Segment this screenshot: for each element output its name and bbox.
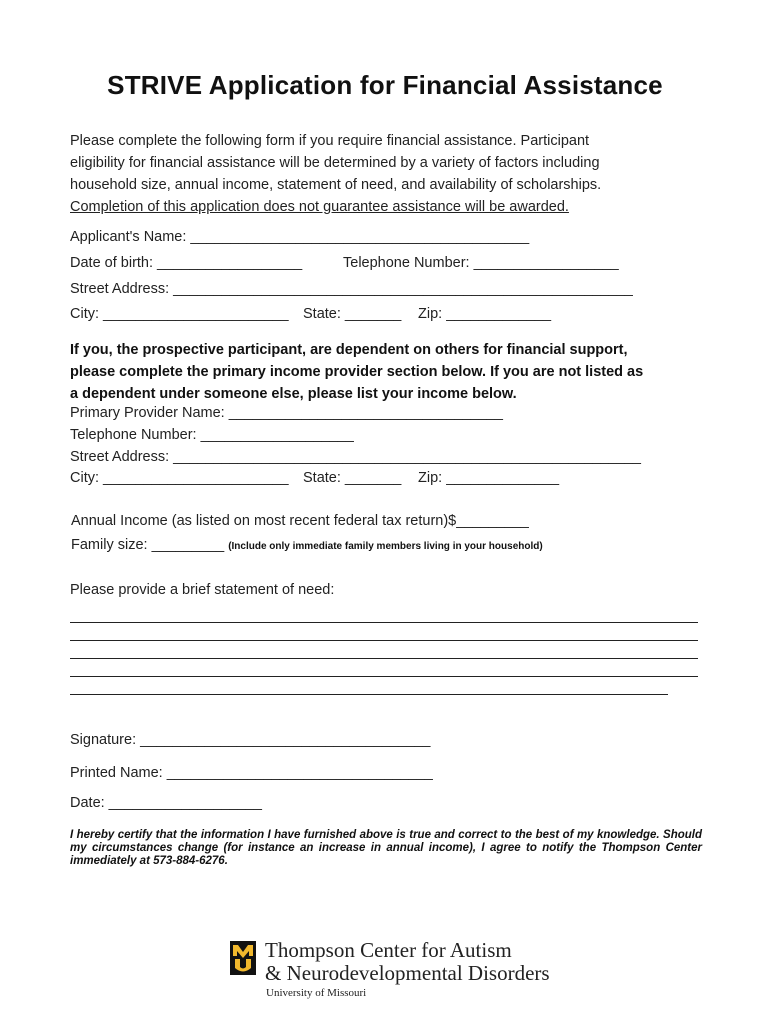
provider-street-field[interactable]: Street Address: __________________________________________________________: [70, 449, 641, 465]
printed-name-field[interactable]: Printed Name: _________________________________: [70, 765, 433, 781]
provider-name-field[interactable]: Primary Provider Name: __________________________________: [70, 405, 503, 421]
applicant-name-field[interactable]: Applicant's Name: __________________________________________: [70, 229, 530, 245]
signature-field[interactable]: Signature: ____________________________________: [70, 732, 431, 748]
intro-line-1: Please complete the following form if you require financial assistance. Participant: [70, 133, 590, 149]
dependent-notice-line-1: If you, the prospective participant, are dependent on others for financial support,: [70, 342, 628, 358]
dependent-notice-line-3: a dependent under someone else, please list your income below.: [70, 386, 517, 402]
page-title: STRIVE Application for Financial Assistance: [107, 70, 663, 100]
intro-line-2: eligibility for financial assistance will be determined by a variety of factors including: [70, 155, 600, 171]
certification-statement: I hereby certify that the information I have furnished above is true and correct to the best of my knowledge. Should my circumstances change (for instance an increase in annual income), I agree to notify the Thompson Center immediately at 573-884-6276.: [70, 829, 702, 867]
mizzou-logo-icon: [230, 941, 256, 975]
provider-zip-field[interactable]: Zip: ______________: [418, 470, 560, 486]
applicant-state-field[interactable]: State: _______: [303, 306, 402, 322]
provider-phone-field[interactable]: Telephone Number: ___________________: [70, 427, 354, 443]
statement-of-need-label: Please provide a brief statement of need:: [70, 582, 335, 598]
applicant-street-field[interactable]: Street Address: _________________________________________________________: [70, 281, 633, 297]
applicant-zip-field[interactable]: Zip: _____________: [418, 306, 552, 322]
logo-line-1: Thompson Center for Autism: [265, 938, 512, 962]
provider-state-field[interactable]: State: _______: [303, 470, 402, 486]
annual-income-field[interactable]: Annual Income (as listed on most recent federal tax return)$_________: [71, 513, 529, 529]
date-field[interactable]: Date: ___________________: [70, 795, 262, 811]
family-size-note: (Include only immediate family members living in your household): [228, 541, 543, 552]
applicant-city-field[interactable]: City: _______________________: [70, 306, 289, 322]
intro-disclaimer: Completion of this application does not guarantee assistance will be awarded.: [70, 199, 569, 215]
logo-line-2: & Neurodevelopmental Disorders: [265, 961, 550, 985]
logo-line-3: University of Missouri: [266, 987, 367, 999]
provider-city-field[interactable]: City: _______________________: [70, 470, 289, 486]
statement-line-4[interactable]: [70, 676, 698, 677]
statement-line-3[interactable]: [70, 658, 698, 659]
family-size-field[interactable]: [71, 537, 543, 553]
applicant-phone-field[interactable]: Telephone Number: __________________: [343, 255, 619, 271]
family-size-label: Family size: _________: [71, 537, 225, 553]
dependent-notice-line-2: please complete the primary income provider section below. If you are not listed as: [70, 364, 644, 380]
date-of-birth-field[interactable]: Date of birth: __________________: [70, 255, 303, 271]
intro-line-3: household size, annual income, statement of need, and availability of scholarships.: [70, 177, 602, 193]
statement-line-5[interactable]: [70, 694, 668, 695]
statement-line-2[interactable]: [70, 640, 698, 641]
statement-line-1[interactable]: [70, 622, 698, 623]
